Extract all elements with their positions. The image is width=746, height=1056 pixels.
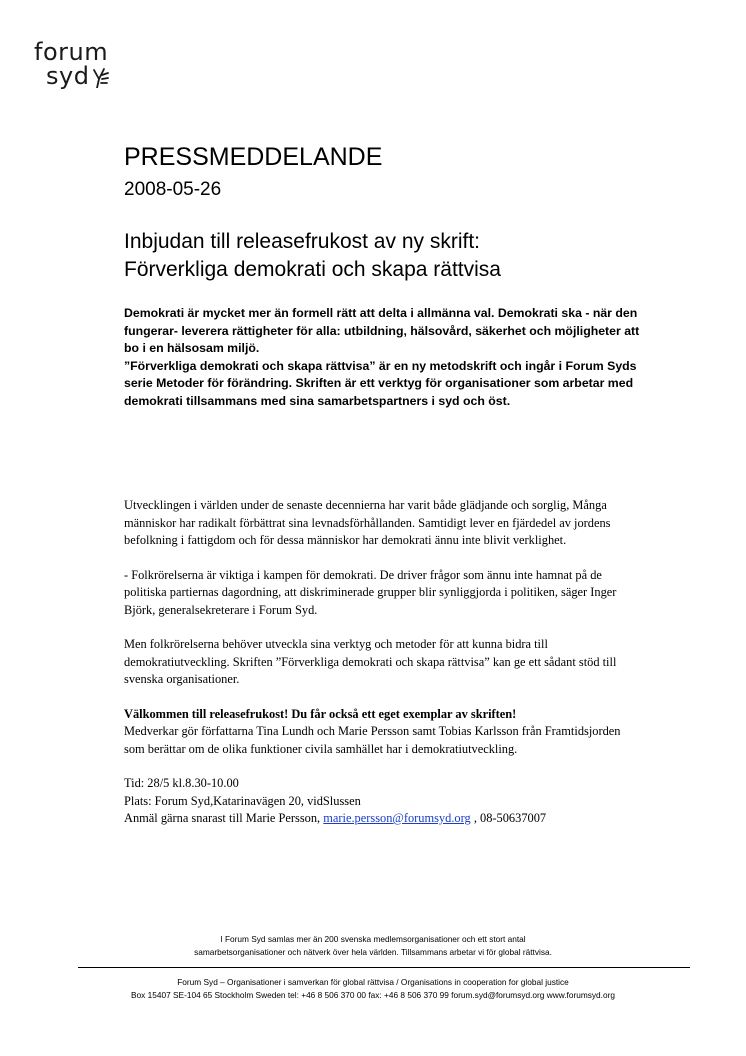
organization-note-line-2: samarbetsorganisationer och nätverk över hela världen. Tillsammans arbetar vi för global rättvisa. [194, 947, 552, 957]
event-time: Tid: 28/5 kl.8.30-10.00 [124, 776, 239, 790]
body-paragraph-3: Men folkrörelserna behöver utveckla sina verktyg och metoder för att kunna bidra till demokratiutveckling. Skriften ”Förverkliga demokrati och skapa rättvisa” kan ge ett sådant stöd till svenska organisationer. [124, 637, 617, 686]
footer-line-2: Box 15407 SE-104 65 Stockholm Sweden tel: +46 8 506 370 00 fax: +46 8 506 370 99 forum.syd@forumsyd.org www.forumsyd.org [131, 990, 615, 1000]
release-date: 2008-05-26 [124, 179, 222, 200]
lead-paragraph [124, 305, 644, 410]
page-footer [0, 976, 746, 1002]
page-heading: PRESSMEDDELANDE [124, 143, 383, 171]
body-text [124, 497, 644, 845]
logo-text-forum: forum [34, 38, 109, 66]
forum-syd-logo [34, 40, 109, 88]
body-paragraph-4 [124, 706, 644, 759]
phone-number: , 08-50637007 [473, 811, 547, 825]
body-paragraph-1: Utvecklingen i världen under de senaste decennierna har varit både glädjande och sorglig, Många människor har radikalt förbättrat sina levnadsförhållanden. Samtidigt lever en fjärdedel av jordens befolkning i fattigdom och för dessa människor har demokrati ännu inte blivit verklighet. [124, 498, 611, 547]
title-line-1: Inbjudan till releasefrukost av ny skrift: [124, 230, 480, 253]
title-line-2: Förverkliga demokrati och skapa rättvisa [124, 258, 501, 281]
leaf-mark-icon [91, 66, 109, 88]
registration-text: Anmäl gärna snarast till Marie Persson, [124, 811, 321, 825]
event-place: Plats: Forum Syd,Katarinavägen 20, vidSlussen [124, 793, 361, 808]
logo-text-syd: syd [46, 62, 90, 90]
organization-note [0, 933, 746, 959]
header-section [124, 142, 644, 410]
email-link[interactable]: marie.persson@forumsyd.org [323, 811, 471, 825]
lead-text-1: Demokrati är mycket mer än formell rätt att delta i allmänna val. Demokrati ska - när den fungerar- leverera rättigheter för alla: utbildning, hälsovård, säkerhet och möjligheter att bo i en hälsosam miljö. [124, 306, 640, 355]
lead-text-2: ”Förverkliga demokrati och skapa rättvisa” är en ny metodskrift och ingår i Forum Syds serie Metoder för förändring. Skriften är ett verktyg för organisationer som arbetar med demokrati tillsammans med sina samarbetspartners i syd och öst. [124, 358, 637, 408]
press-title [124, 228, 644, 284]
event-details [124, 775, 644, 828]
footer-divider [78, 967, 690, 968]
invitation-text: Medverkar gör författarna Tina Lundh och Marie Persson samt Tobias Karlsson från Framtidsjorden som berättar om de olika funktioner civila samhället har i demokratiutveckling. [124, 724, 621, 756]
footer-line-1: Forum Syd – Organisationer i samverkan för global rättvisa / Organisations in cooperation for global justice [177, 977, 569, 987]
body-paragraph-2: - Folkrörelserna är viktiga i kampen för demokrati. De driver frågor som ännu inte hamnat på de politiska partiernas dagordning, att diskriminerade grupper blir synliggjorda i politiken, säger Inger Björk, generalsekreterare i Forum Syd. [124, 567, 617, 617]
organization-note-line-1: I Forum Syd samlas mer än 200 svenska medlemsorganisationer och ett stort antal [220, 934, 526, 944]
invitation-heading: Välkommen till releasefrukost! Du får också ett eget exemplar av skriften! [124, 706, 517, 721]
